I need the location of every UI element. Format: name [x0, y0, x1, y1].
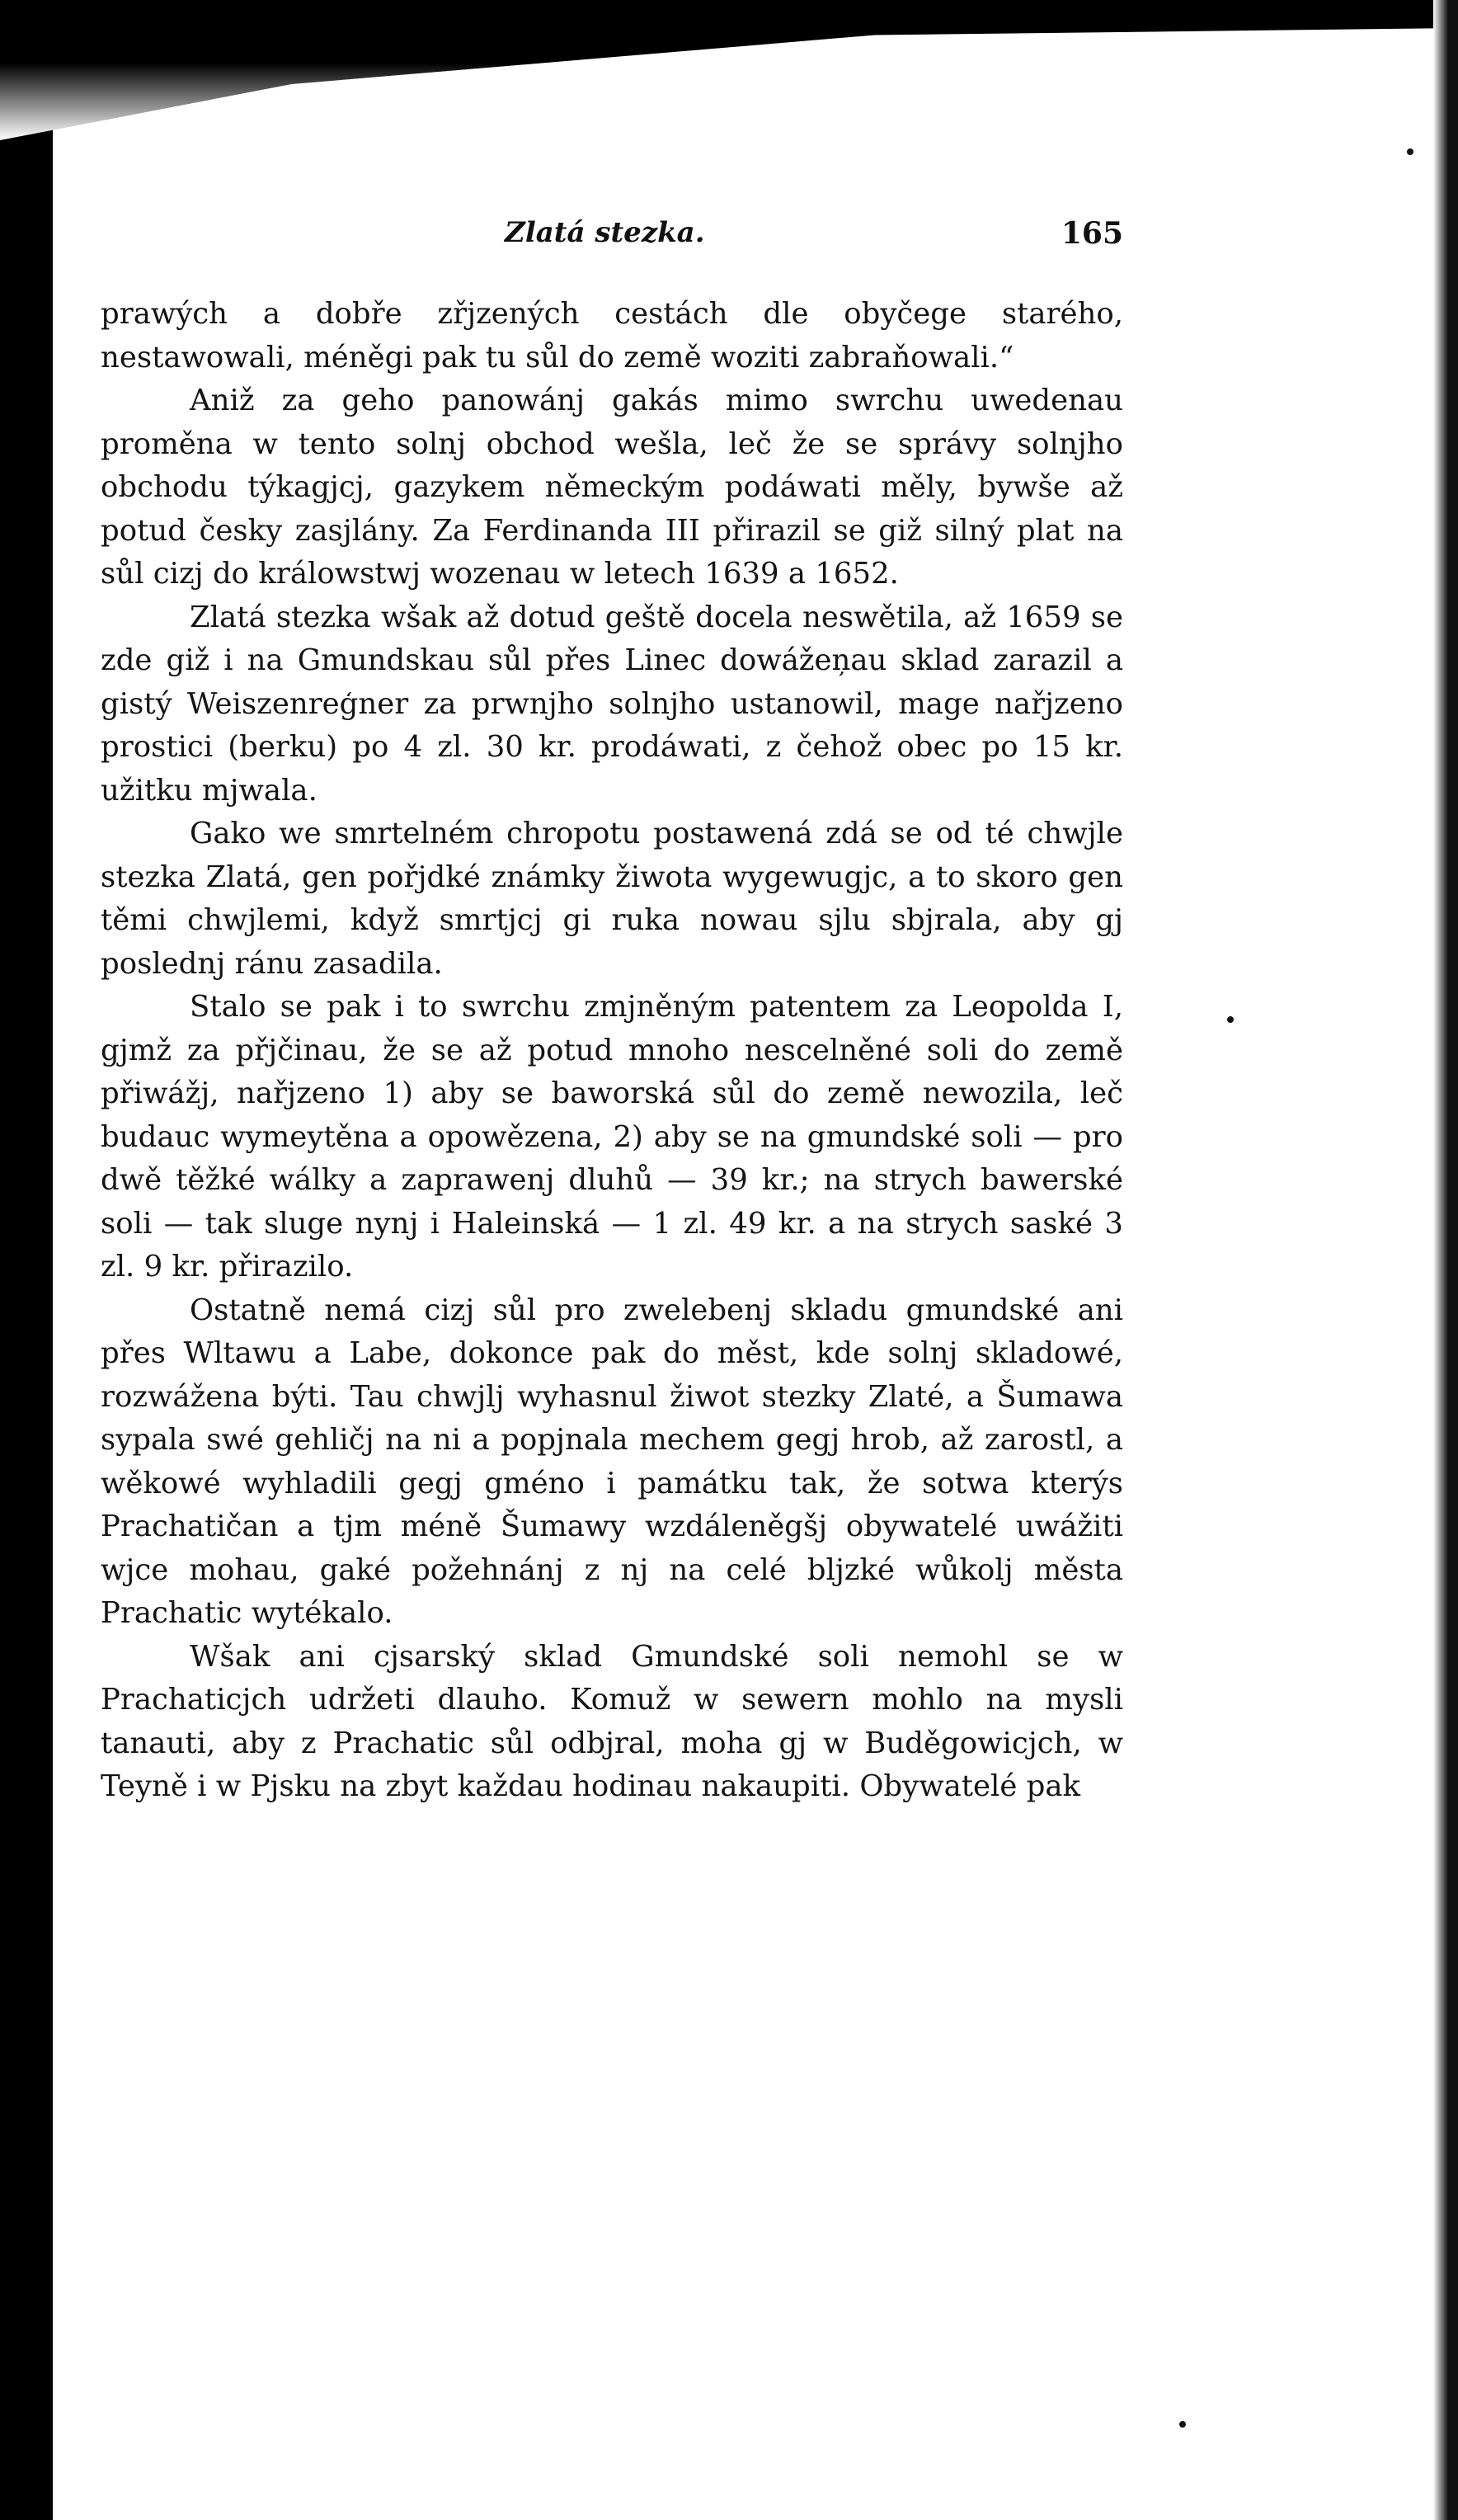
paragraph-1: prawých a dobře zřjzených cestách dle obyčege starého, nestawowali, méněgi pak tu sůl do země woziti zabraňowali.“	[101, 297, 1123, 374]
page-number: 165	[1061, 216, 1123, 251]
scan-speck	[1227, 1016, 1234, 1023]
scan-speck	[1407, 148, 1413, 155]
paragraph-2: Aniž za geho panowánj gakás mimo swrchu uwedenau proměna w tento solnj obchod wešla, leč že se správy solnjho obchodu týkagjcj, gazykem německým podáwati měly, bywše až potud česky zasjlány. Za Ferdinanda III přirazil se giž silný plat na sůl cizj do králowstwj wozenau w letech 1639 a 1652.	[101, 384, 1123, 591]
scan-right-edge	[1433, 0, 1458, 2520]
paragraph-5: Stalo se pak i to swrchu zmjněným patentem za Leopolda I, gjmž za přjčinau, že se až potud mnoho nescelněné soli do země přiwážj, nařjzeno 1) aby se baworská sůl do země newozila, leč budauc wymeytěna a opowězena, 2) aby se na gmundské soli — pro dwě těžké wálky a zaprawenj dluhů — 39 kr.; na strych bawerské soli — tak sluge nynj i Haleinská — 1 zl. 49 kr. a na strych saské 3 zl. 9 kr. přirazilo.	[101, 990, 1123, 1284]
body-text	[101, 293, 1123, 1809]
scan-speck	[1179, 2421, 1186, 2428]
scan-top-shadow	[0, 0, 1458, 140]
scan-left-edge	[0, 0, 53, 2520]
paragraph-4: Gako we smrtelném chropotu postawená zdá se od té chwjle stezka Zlatá, gen pořjdké známky žiwota wygewugjc, a to skoro gen těmi chwjlemi, když smrtjcj gi ruka nowau sjlu sbjrala, aby gj poslednj ránu zasadila.	[101, 817, 1123, 981]
paragraph-3: Zlatá stezka wšak až dotud geště docela neswětila, až 1659 se zde giž i na Gmundskau sůl přes Linec dowážeņau sklad zarazil a gistý Weiszenreģner za prwnjho solnjho ustanowil, mage nařjzeno prostici (berku) po 4 zl. 30 kr. prodáwati, z čehož obec po 15 kr. užitku mjwala.	[101, 600, 1123, 808]
running-title: Zlatá stezka.	[505, 216, 705, 249]
paragraph-6: Ostatně nemá cizj sůl pro zwelebenj skladu gmundské ani přes Wltawu a Labe, dokonce pak do měst, kde solnj skladowé, rozwážena býti. Tau chwjlj wyhasnul žiwot stezky Zlaté, a Šumawa sypala swé gehličj na ni a popjnala mechem gegj hrob, až zarostl, a wěkowé wyhladili gegj gméno i památku tak, že sotwa kterýs Prachatičan a tjm méně Šumawy wzdáleněgšj obywatelé uwážiti wjce mohau, gaké požehnánj z nj na celé bljzké wůkolj města Prachatic wytékalo.	[101, 1293, 1123, 1630]
page-header	[101, 216, 1123, 266]
paragraph-7: Wšak ani cjsarský sklad Gmundské soli nemohl se w Prachaticjch udržeti dlauho. Komuž w sewern mohlo na mysli tanauti, aby z Prachatic sůl odbjral, moha gj w Buděgowicjch, w Teyně i w Pjsku na zbyt každau hodinau nakaupiti. Obywatelé pak	[101, 1639, 1123, 1803]
